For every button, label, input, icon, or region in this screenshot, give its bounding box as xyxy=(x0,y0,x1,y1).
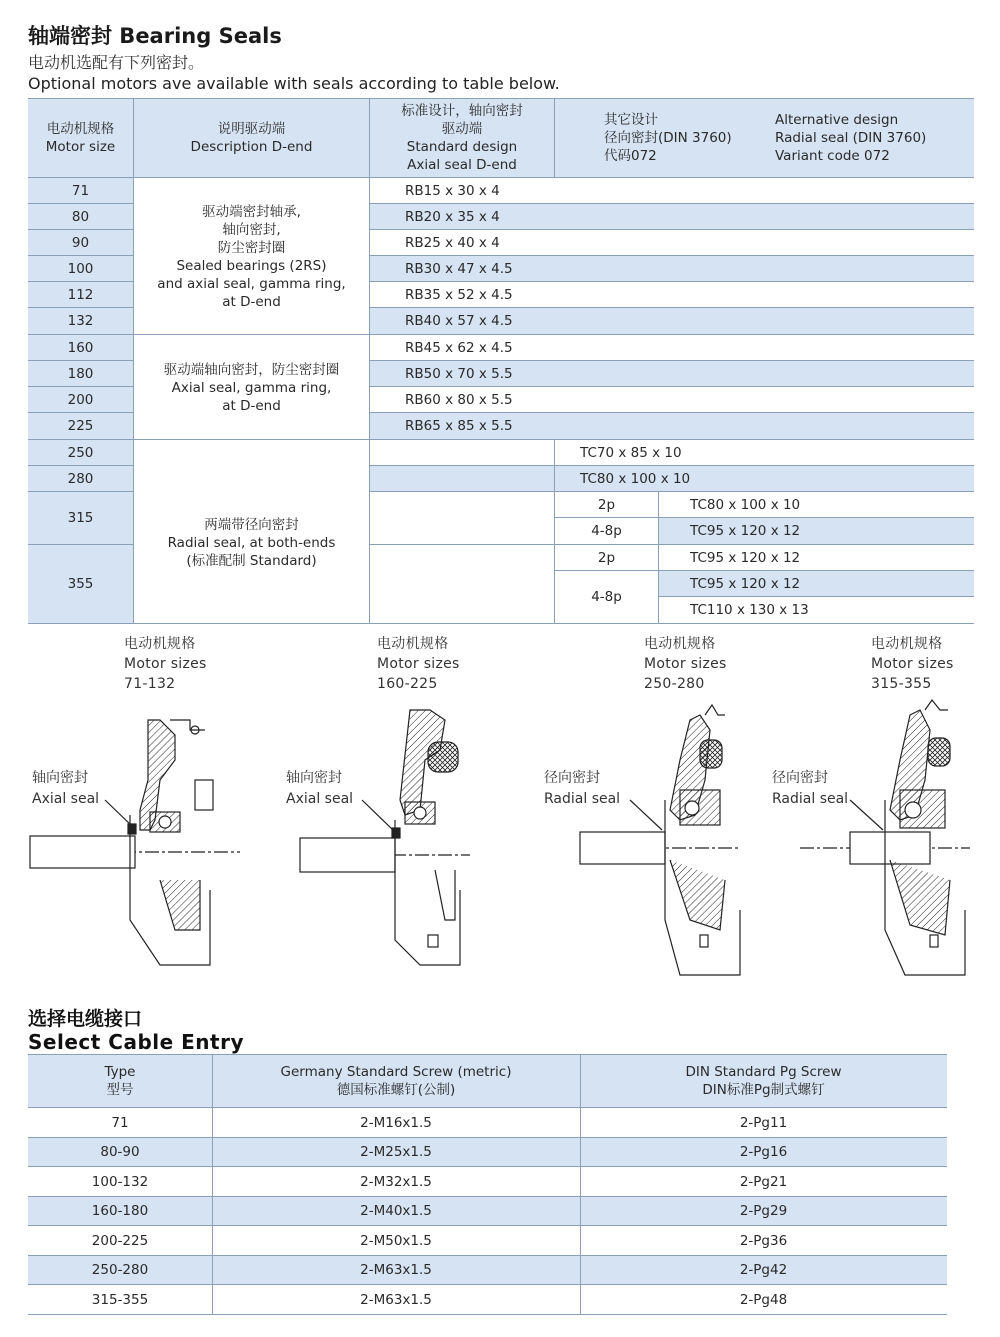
subtitle-cn: 电动机选配有下列密封。 xyxy=(28,53,205,72)
axial-seal-cell: RB50 x 70 x 5.5 xyxy=(405,366,513,382)
header-metric: Germany Standard Screw (metric) 德国标准螺钉(公制) xyxy=(280,1063,512,1098)
header-alternative-cn: 其它设计 径向密封(DIN 3760) 代码072 xyxy=(604,112,732,164)
axial-seal-cell: RB35 x 52 x 4.5 xyxy=(405,287,513,303)
axial-seal-cell: RB65 x 85 x 5.5 xyxy=(405,418,513,434)
size-cell: 100 xyxy=(67,261,94,277)
bearing-seal-table xyxy=(0,0,1000,640)
size-cell: 225 xyxy=(67,418,94,434)
size-cell: 315 xyxy=(67,510,94,526)
diagram-caption-3: 电动机规格 Motor sizes 250-280 xyxy=(644,636,727,692)
size-cell: 160 xyxy=(67,340,94,356)
group-description-1: 驱动端密封轴承, 轴向密封, 防尘密封圈 Sealed bearings (2RS) and axial seal, gamma ring, at D-end xyxy=(157,203,346,310)
group-description-2: 驱动端轴向密封，防尘密封圈 Axial seal, gamma ring, at D-end xyxy=(163,361,340,414)
size-cell: 250 xyxy=(67,445,94,461)
pole-cell: 2p xyxy=(597,550,616,566)
pole-cell: 2p xyxy=(597,497,616,513)
cable-entry-table: Type 型号 Germany Standard Screw (metric) 德国标准螺钉(公制) DIN Standard Pg Screw DIN标准Pg制式螺钉 71 2-M16x1.5 2-Pg11 80-90 2-M25x1.5 2-Pg16 100-132 2-M32x1.5 2-Pg21 160-180 2-M40x1.5 2-Pg29 200-225 2-M50x1.5 2-Pg36 250-280 2-M63x1.5 2-Pg42 315-355 2-M63x1.5 2-Pg48 xyxy=(0,1054,1000,1319)
seal-label-4: 径向密封 Radial seal xyxy=(772,770,849,807)
seal-drawings xyxy=(0,690,1000,990)
size-cell: 180 xyxy=(67,366,94,382)
drawing-radial-seal-250-280 xyxy=(580,705,740,975)
axial-seal-cell: RB25 x 40 x 4 xyxy=(405,235,500,251)
size-cell: 280 xyxy=(67,471,94,487)
radial-seal-280: TC80 x 100 x 10 xyxy=(580,471,691,487)
page-title: 轴端密封 Bearing Seals xyxy=(28,24,282,48)
radial-seal-cell: TC80 x 100 x 10 xyxy=(690,497,801,513)
pole-cell: 4-8p xyxy=(591,523,622,539)
size-cell: 112 xyxy=(67,287,94,303)
header-pg: DIN Standard Pg Screw DIN标准Pg制式螺钉 xyxy=(685,1063,842,1098)
size-cell: 132 xyxy=(67,313,94,329)
axial-seal-cell: RB60 x 80 x 5.5 xyxy=(405,392,513,408)
radial-seal-cell: TC110 x 130 x 13 xyxy=(690,602,809,618)
seal-label-2: 轴向密封 Axial seal xyxy=(286,770,354,807)
header-motor-size: 电动机规格 Motor size xyxy=(45,121,116,155)
axial-seal-cell: RB15 x 30 x 4 xyxy=(405,183,500,199)
axial-seal-cell: RB40 x 57 x 4.5 xyxy=(405,313,513,329)
radial-seal-250: TC70 x 85 x 10 xyxy=(580,445,682,461)
radial-seal-cell: TC95 x 120 x 12 xyxy=(690,550,801,566)
seal-label-1: 轴向密封 Axial seal xyxy=(32,770,100,807)
group-description-3: 两端带径向密封 Radial seal, at both-ends (标准配制 Standard) xyxy=(167,516,336,569)
size-cell: 80 xyxy=(71,209,90,225)
header-description: 说明驱动端 Description D-end xyxy=(190,121,313,155)
axial-seal-cell: RB20 x 35 x 4 xyxy=(405,209,500,225)
drawing-axial-seal-160-225 xyxy=(300,710,470,965)
pole-cell: 4-8p xyxy=(591,589,622,605)
axial-seal-cell: RB45 x 62 x 4.5 xyxy=(405,340,513,356)
size-cell: 355 xyxy=(67,576,94,592)
subtitle-en: Optional motors ave available with seals according to table below. xyxy=(28,74,560,93)
radial-seal-cell: TC95 x 120 x 12 xyxy=(690,576,801,592)
drawing-axial-seal-71-132 xyxy=(30,720,240,965)
header-alternative-en: Alternative design Radial seal (DIN 3760) Variant code 072 xyxy=(775,112,927,164)
radial-seal-cell: TC95 x 120 x 12 xyxy=(690,523,801,539)
size-cell: 71 xyxy=(71,183,90,199)
diagram-caption-4: 电动机规格 Motor sizes 315-355 xyxy=(871,636,954,692)
seal-label-3: 径向密封 Radial seal xyxy=(544,770,621,807)
cable-section-title-cn: 选择电缆接口 xyxy=(28,1008,143,1030)
diagram-caption-1: 电动机规格 Motor sizes 71-132 xyxy=(124,636,207,692)
drawing-radial-seal-315-355 xyxy=(800,700,970,975)
diagram-caption-2: 电动机规格 Motor sizes 160-225 xyxy=(377,636,460,692)
header-type: Type 型号 xyxy=(104,1063,136,1098)
size-cell: 200 xyxy=(67,392,94,408)
axial-seal-cell: RB30 x 47 x 4.5 xyxy=(405,261,513,277)
size-cell: 90 xyxy=(71,235,90,251)
header-standard-design: 标准设计，轴向密封 驱动端 Standard design Axial seal D-end xyxy=(401,103,523,173)
cable-section-title-en: Select Cable Entry xyxy=(28,1030,245,1054)
